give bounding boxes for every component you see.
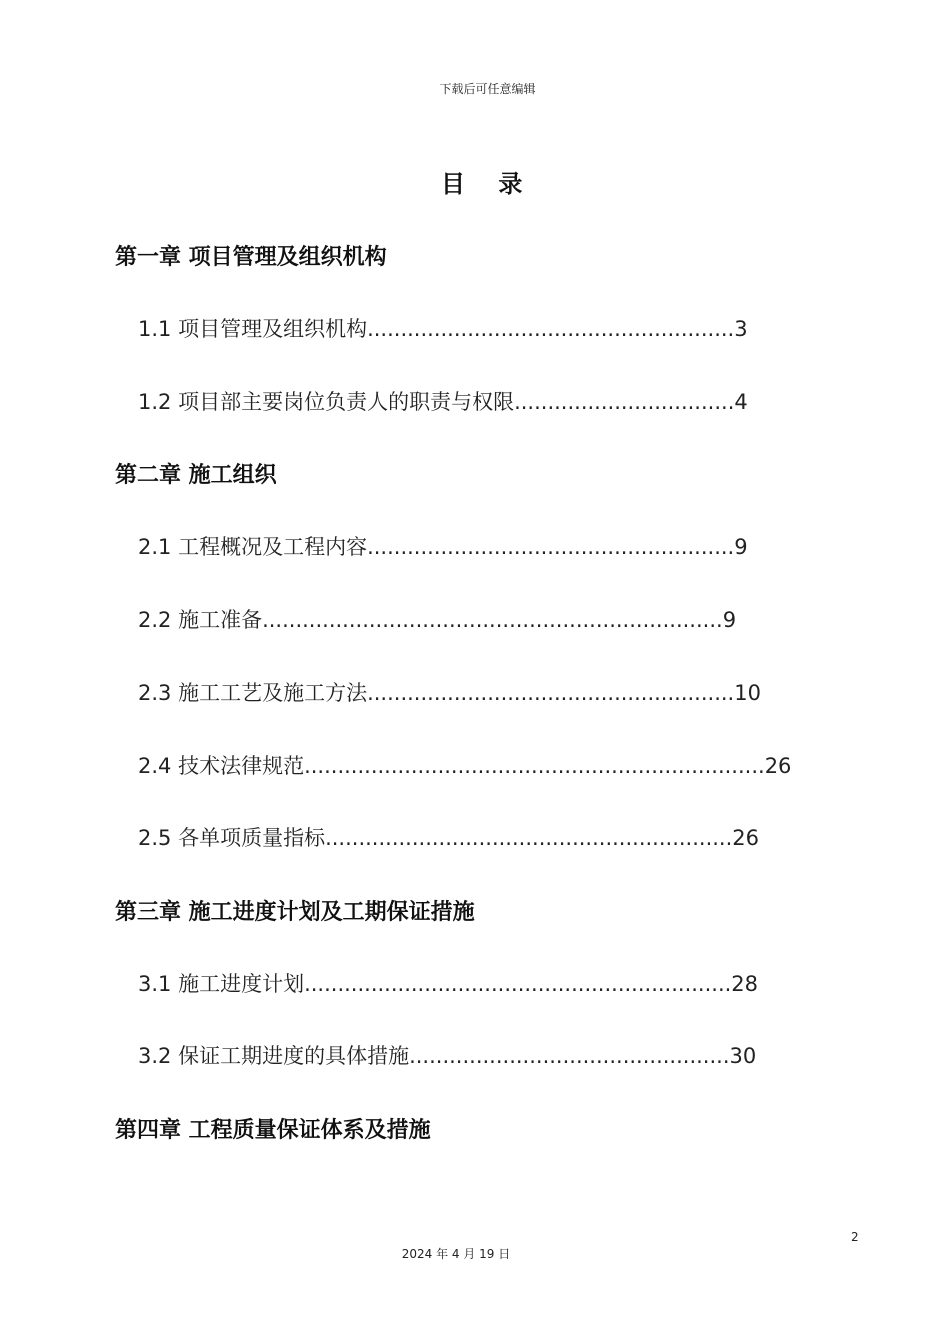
- toc-entry-3-2[interactable]: [138, 1040, 756, 1070]
- toc-page-number: 26: [764, 754, 792, 778]
- footer-date: 2024 年 4 月 19 日: [401, 1247, 511, 1261]
- toc-leader-dots: .....................................................................: [304, 754, 765, 778]
- toc-chapter-3[interactable]: 第三章 施工进度计划及工期保证措施: [115, 900, 475, 925]
- toc-entry-label: 1.1 项目管理及组织机构: [138, 317, 368, 341]
- toc-chapter-2[interactable]: 第二章 施工组织: [115, 463, 277, 488]
- toc-leader-dots: .......................................................: [367, 535, 735, 559]
- toc-leader-dots: .......................................................: [367, 681, 735, 705]
- toc-entry-1-2[interactable]: [138, 386, 748, 416]
- toc-entry-label: 3.2 保证工期进度的具体措施: [138, 1044, 410, 1068]
- toc-page-number: 10: [734, 681, 761, 705]
- toc-page-number: 9: [722, 608, 737, 632]
- toc-entry-2-1[interactable]: [138, 531, 748, 561]
- toc-leader-dots: .............................................................: [325, 826, 733, 850]
- toc-entry-2-4[interactable]: [138, 750, 791, 780]
- page-number: 2: [851, 1230, 859, 1244]
- toc-page-number: 30: [729, 1044, 757, 1068]
- toc-chapter-1[interactable]: 第一章 项目管理及组织机构: [115, 245, 387, 270]
- toc-entry-2-3[interactable]: [138, 677, 761, 707]
- toc-title: 目 录: [441, 170, 523, 198]
- toc-page-number: 9: [734, 535, 748, 559]
- toc-entry-1-1[interactable]: [138, 313, 748, 343]
- toc-leader-dots: .................................: [514, 390, 735, 414]
- toc-entry-label: 1.2 项目部主要岗位负责人的职责与权限: [138, 390, 515, 414]
- toc-leader-dots: .....................................................................: [262, 608, 723, 632]
- toc-entry-3-1[interactable]: [138, 968, 758, 998]
- toc-entry-label: 2.2 施工准备: [138, 608, 263, 632]
- toc-leader-dots: ................................................: [409, 1044, 730, 1068]
- toc-entry-label: 2.1 工程概况及工程内容: [138, 535, 368, 559]
- toc-entry-label: 2.5 各单项质量指标: [138, 826, 326, 850]
- toc-chapter-4[interactable]: 第四章 工程质量保证体系及措施: [115, 1118, 431, 1143]
- toc-page-number: 28: [731, 972, 759, 996]
- toc-leader-dots: ................................................................: [304, 972, 732, 996]
- toc-entry-2-2[interactable]: [138, 604, 736, 634]
- toc-page-number: 4: [734, 390, 748, 414]
- toc-page-number: 3: [734, 317, 748, 341]
- toc-entry-label: 2.3 施工工艺及施工方法: [138, 681, 368, 705]
- toc-entry-label: 2.4 技术法律规范: [138, 754, 305, 778]
- toc-page-number: 26: [732, 826, 760, 850]
- toc-leader-dots: .......................................................: [367, 317, 735, 341]
- header-note: 下载后可任意编辑: [439, 82, 536, 96]
- toc-entry-label: 3.1 施工进度计划: [138, 972, 305, 996]
- toc-entry-2-5[interactable]: [138, 822, 759, 852]
